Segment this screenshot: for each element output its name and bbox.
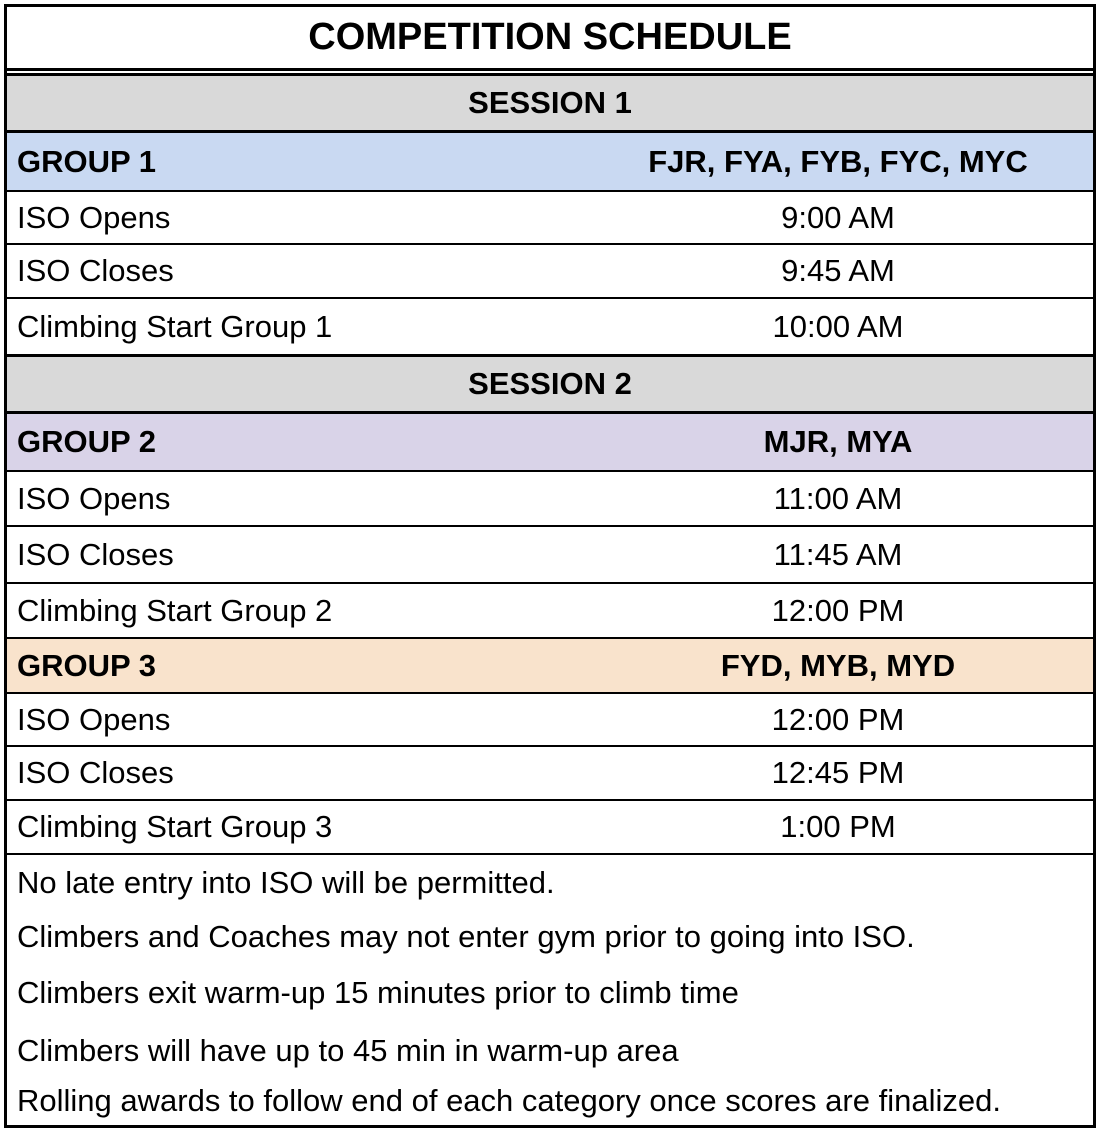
- note-item: Rolling awards to follow end of each category once scores are finalized.: [17, 1083, 1001, 1118]
- schedule-table: [4, 4, 1096, 1128]
- group-3-header: [7, 639, 1093, 694]
- row-label: ISO Opens: [17, 701, 171, 737]
- group-3-name: GROUP 3: [17, 647, 156, 683]
- group-2-header: [7, 414, 1093, 472]
- row-time: 11:00 AM: [773, 480, 903, 516]
- row-label: Climbing Start Group 3: [17, 809, 333, 844]
- table-row: [7, 299, 1093, 354]
- schedule-title-row: [7, 7, 1093, 71]
- note-item: No late entry into ISO will be permitted.: [17, 865, 555, 900]
- group-1-name: GROUP 1: [17, 143, 156, 179]
- group-2-categories: MJR, MYA: [763, 424, 913, 459]
- note-item: Climbers and Coaches may not enter gym prior to going into ISO.: [17, 919, 915, 954]
- row-label: ISO Opens: [17, 199, 171, 235]
- table-row: [7, 694, 1093, 747]
- row-time: 12:00 PM: [771, 701, 905, 737]
- group-1-categories: FJR, FYA, FYB, FYC, MYC: [648, 143, 1028, 179]
- table-row: [7, 801, 1093, 855]
- note-item: Climbers will have up to 45 min in warm-up area: [17, 1033, 679, 1068]
- table-row: [7, 472, 1093, 527]
- row-label: Climbing Start Group 1: [17, 308, 333, 344]
- row-label: ISO Closes: [17, 536, 174, 572]
- row-time: 1:00 PM: [780, 809, 896, 844]
- schedule-title: COMPETITION SCHEDULE: [308, 16, 792, 58]
- table-row: [7, 747, 1093, 801]
- session-2-label: SESSION 2: [468, 366, 632, 401]
- table-row: [7, 192, 1093, 245]
- row-time: 9:00 AM: [781, 199, 895, 235]
- row-label: ISO Closes: [17, 755, 174, 790]
- table-row: [7, 245, 1093, 299]
- row-label: ISO Closes: [17, 253, 174, 288]
- row-time: 10:00 AM: [772, 308, 904, 344]
- session-2-header: [7, 354, 1093, 414]
- row-time: 12:45 PM: [771, 755, 905, 790]
- row-label: Climbing Start Group 2: [17, 592, 333, 628]
- group-1-header: [7, 133, 1093, 192]
- group-3-categories: FYD, MYB, MYD: [720, 647, 956, 683]
- row-time: 11:45 AM: [773, 536, 903, 572]
- row-time: 9:45 AM: [781, 253, 895, 288]
- row-time: 12:00 PM: [771, 592, 905, 628]
- notes-section: [7, 855, 1093, 1125]
- group-2-name: GROUP 2: [17, 424, 156, 459]
- session-1-label: SESSION 1: [468, 85, 632, 120]
- row-label: ISO Opens: [17, 480, 171, 516]
- table-row: [7, 584, 1093, 639]
- note-item: Climbers exit warm-up 15 minutes prior to climb time: [17, 975, 739, 1010]
- session-1-header: [7, 73, 1093, 133]
- table-row: [7, 527, 1093, 584]
